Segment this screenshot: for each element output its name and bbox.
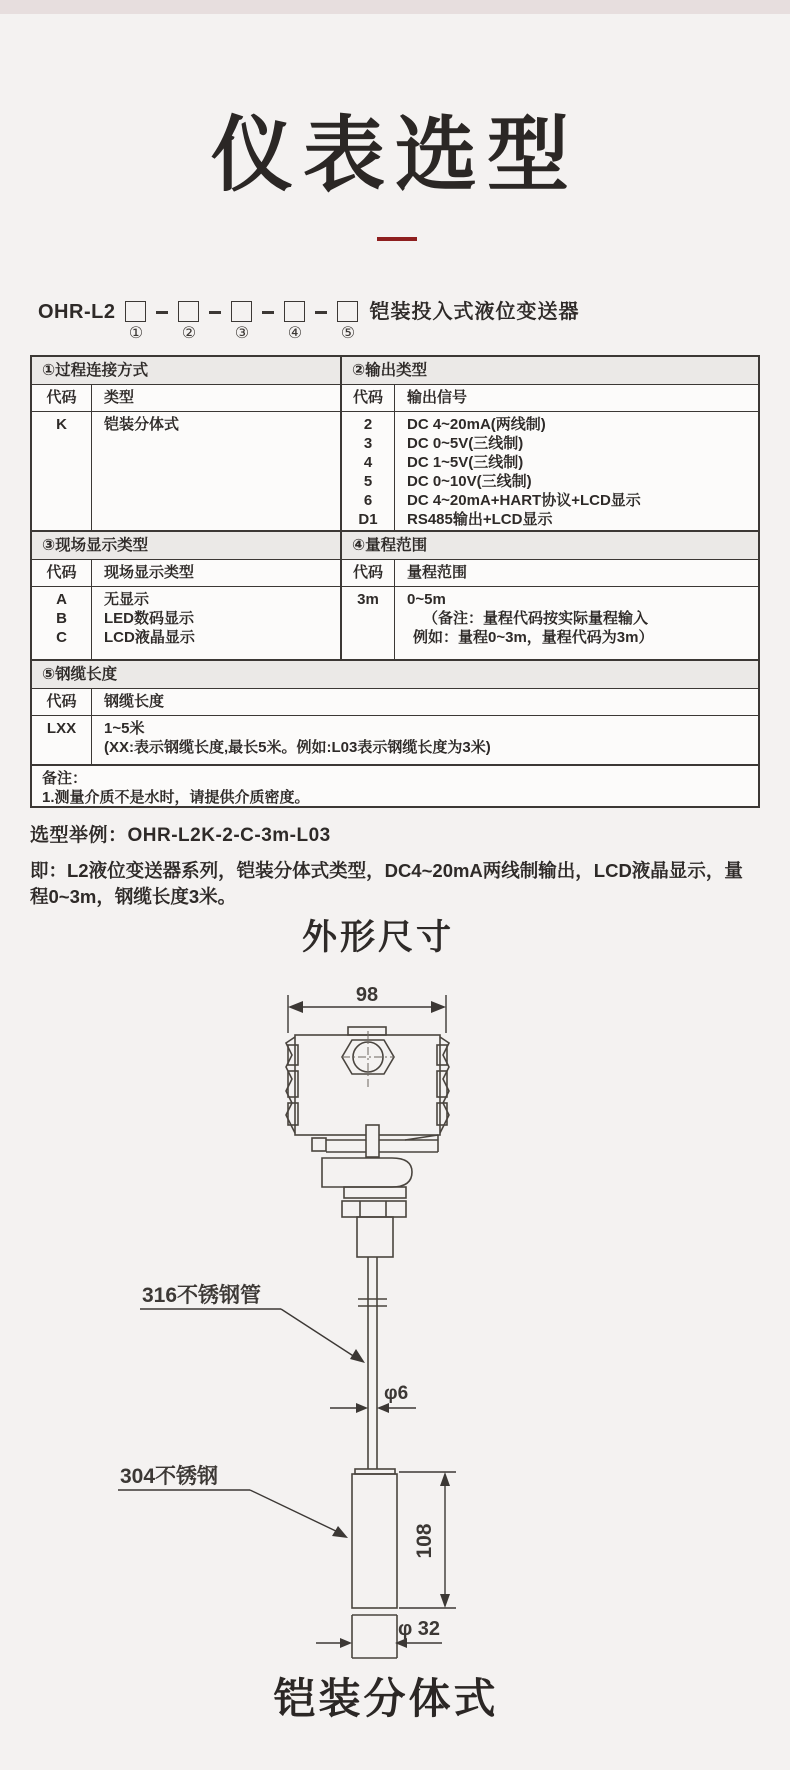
code-cell: 3m [357,591,379,608]
marker-1: ① [128,325,144,342]
dim-pipe-diameter [330,1383,416,1413]
code-box-4 [284,301,305,322]
model-slot-4 [283,301,306,342]
section-process-connection [32,357,342,530]
desc-cell: DC 0~10V(三线制) [407,473,532,490]
marker-4: ④ [287,325,303,342]
title-accent-dash [377,237,417,241]
dim-32-label: φ 32 [397,1618,441,1640]
dash-separator [315,311,327,314]
col-header-desc: 输出信号 [407,389,468,406]
code-cell: 6 [363,492,373,509]
page-title: 仪表选型 [210,110,579,201]
dim-98-label: 98 [355,985,379,1006]
pipe-material-label: 316不锈钢管 [142,1284,262,1307]
section-title: ⑤钢缆长度 [32,661,758,689]
model-suffix: 铠装投入式液位变送器 [369,301,580,323]
table-row-sections-3-4 [32,530,758,659]
code-cell: LXX [46,720,77,737]
dim-pipe-label: φ6 [384,1383,409,1404]
model-slot-5 [336,301,359,342]
range-note-line2: 例如：量程0~3m，量程代码为3m） [413,629,654,646]
dash-separator [209,311,221,314]
code-cell: A [56,591,67,608]
probe-material-callout [118,1464,348,1538]
desc-cell: 无显示 [104,591,150,608]
code-cell: D1 [358,511,378,528]
dim-probe-diameter [316,1618,442,1648]
marker-5: ⑤ [340,325,356,342]
section-title: ②输出类型 [342,357,758,385]
process-connection [322,1158,412,1257]
section-display-type [32,532,342,659]
top-band [0,0,790,14]
col-header-desc: 类型 [104,389,135,406]
remark-title: 备注： [42,770,88,787]
marker-3: ③ [234,325,250,342]
desc-cell: 0~5m [407,591,446,608]
code-box-5 [337,301,358,322]
model-slot-1 [124,301,147,342]
selection-example [30,820,775,910]
cable-note: (XX:表示钢缆长度,最长5米。例如:L03表示钢缆长度为3米) [104,739,491,756]
desc-cell: LCD液晶显示 [104,629,195,646]
steel-pipe [358,1257,387,1469]
marker-2: ② [181,325,197,342]
dim-108-label: 108 [413,1523,436,1559]
desc-cell: DC 4~20mA+HART协议+LCD显示 [407,492,641,509]
col-header-code: 代码 [32,689,92,715]
desc-cell: RS485输出+LCD显示 [407,511,553,528]
dash-separator [156,311,168,314]
dash-separator [262,311,274,314]
section-range [342,532,758,659]
model-code-line [38,301,579,342]
drawing-caption: 铠装分体式 [273,1675,499,1722]
outline-dimension-drawing [0,985,790,1675]
desc-cell: DC 1~5V(三线制) [407,454,524,471]
example-desc-line2: 程0~3m，钢缆长度3米。 [30,886,237,907]
code-box-1 [125,301,146,322]
hex-nut [342,1201,406,1217]
col-header-desc: 钢缆长度 [104,693,165,710]
code-cell: 5 [363,473,373,490]
example-model: 选型举例：OHR-L2K-2-C-3m-L03 [30,825,331,846]
model-slot-2 [177,301,200,342]
example-desc-line1: 即：L2液位变送器系列，铠装分体式类型，DC4~20mA两线制输出，LCD液晶显示，量 [30,860,743,881]
remark-line: 1.测量介质不是水时，请提供介质密度。 [42,789,310,806]
model-prefix: OHR-L2 [38,301,116,323]
desc-cell: LED数码显示 [104,610,195,627]
code-cell: 3 [363,435,373,452]
section-title: ①过程连接方式 [32,357,340,385]
table-row-sections-1-2 [32,357,758,530]
pipe-material-callout [140,1283,365,1363]
section-output-type [342,357,758,530]
col-header-desc: 量程范围 [407,564,468,581]
model-slot-3 [230,301,253,342]
col-header-desc: 现场显示类型 [104,564,195,581]
dim-probe-length [399,1472,456,1608]
col-header-code: 代码 [342,385,395,411]
selection-table [30,355,760,808]
range-note-line1: （备注：量程代码按实际量程输入 [423,610,649,627]
flange-plate [344,1187,406,1198]
neck-block [357,1217,393,1257]
dimensions-title: 外形尺寸 [301,918,454,957]
code-box-2 [178,301,199,322]
dim-width-98 [288,985,446,1033]
code-cell: K [56,416,67,433]
desc-cell: DC 0~5V(三线制) [407,435,524,452]
section-title: ③现场显示类型 [32,532,340,560]
transmitter-head [286,1027,449,1135]
code-cell: C [56,629,67,646]
desc-cell: 铠装分体式 [104,416,180,433]
col-header-code: 代码 [32,560,92,586]
probe-body [352,1469,397,1658]
probe-material-label: 304不锈钢 [120,1465,219,1488]
section-title: ④量程范围 [342,532,758,560]
code-cell: B [56,610,67,627]
col-header-code: 代码 [342,560,395,586]
code-cell: 2 [363,416,373,433]
col-header-code: 代码 [32,385,92,411]
desc-cell: 1~5米 [104,720,145,737]
code-box-3 [231,301,252,322]
section-cable-length [32,659,758,764]
remark-section [32,764,758,806]
desc-cell: DC 4~20mA(两线制) [407,416,546,433]
conduit-bracket [312,1125,438,1157]
code-cell: 4 [363,454,373,471]
